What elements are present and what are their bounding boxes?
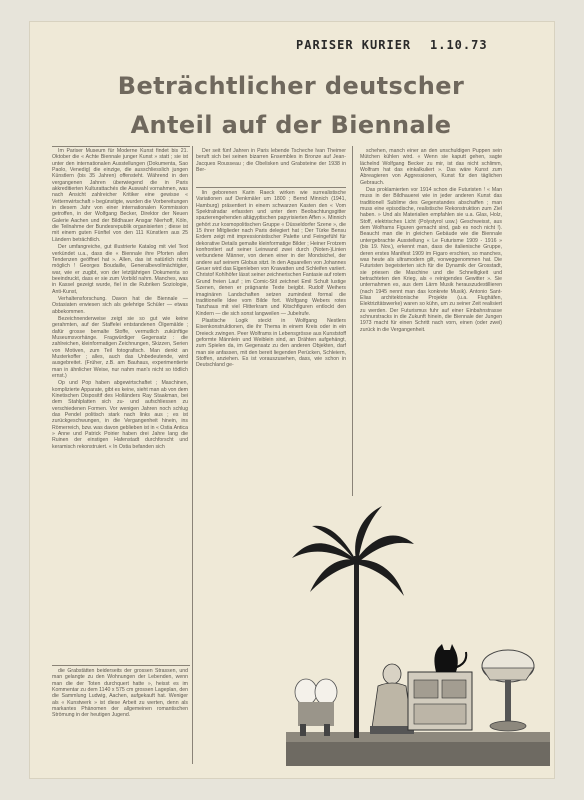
article-column-1-continued — [52, 668, 188, 764]
divider-col1-col2 — [192, 146, 193, 764]
headline-line-2: Anteil auf der Biennale — [130, 111, 452, 139]
paragraph: Bezeichnenderweise zeigt sie so gut wie keine gerahmten, auf der Staffelei entstandenen Ölgemälde ; dafür grosse bemalte Stoffe, vermutlich zukünftige Museumsvorhänge. Fragwürdiger Gegensatz : die zahlreichen, kleinformatigen Zeichnungen, Skizzen, Serien von Motiven, zum Teil fotografisch. Man denkt an Musterkoffer ; alles, auch das Unbedeutende, wird ausgebreitet. (Früher, z.B. am Bauhaus, experimentierte man in ähnlicher Weise, nur nahm man's nicht so tödlich ernst.) — [52, 315, 188, 380]
paragraph: Im Pariser Museum für Moderne Kunst findet bis 21. Oktober die « Achte Biennale junger Kunst » statt ; sie ist unter den internationalen Ausstellungen (Dokumenta, Sao Paolo, Venedig) die einzige, die ausschliesslich jungen Künstlern (bis 35 Jahren) offensteht. Während in den vergangenen Jahren überwiegend die in Paris akkreditierten Kulturattachés die Auswahl vornahmen, was nach Ansicht zahlreicher Kritiker eine gewisse « Vetternwirtschaft » begünstigte, wurden die Vorbereitungen in diesem Jahr von einer internationalen Kommission getroffen, in der Wolfgang Becker, Direktor der Neuen Galerie Aachen und der Bildhauer Ansgar Nierhoff, Köln, die Teilnahme der Bundesrepublik organisierten ; diese ist mit einem guten Fünftel von den 111 Künstlern aus 25 Ländern beträchtlich. — [52, 148, 188, 243]
paragraph: Plastische Logik steckt in Wolfgang Nestlers Eisenkonstruktionen, die ihr Thema in einem Kreis oder in ein Dreieck zwingen. Peer Wolframs in Lebensgrösse aus Kunststoff geformte Männlein und Weiblein sind, an Drähten aufgehängt, zum Spielen da, im Gegensatz zu den anderen Objekten, darf man sie anfassen, mit den bereit liegenden Perücken, Schleiern, Stoffen, anziehen. Es ist vorauszusehen, dass, wie schon in Deutschland ge- — [196, 317, 346, 369]
paragraph: Verhaltensforschung. Davon hat die Biennale — Ostasiaten erwiesen sich als gelehrige Schüler — etwas abbekommen. — [52, 295, 188, 315]
handwritten-source: PARISER KURIER — [296, 38, 412, 52]
headline-line-1: Beträchtlicher deutscher — [117, 72, 465, 100]
exhibition-photo — [286, 496, 550, 766]
paragraph: Op und Pop haben abgewirtschaftet ; Maschinen, komplizierte Apparate, gibt es keine, sieht man ab von dem Kinetischen Dispositif des Holländers Ray Staakman, bei dem Stahlplatten sich zu- und aufschliessen zu verschiedenen Formen. Vor wenigen Jahren noch schlug das Pendel politisch stark nach links aus ; es ist zurückgeschwungen, in die Vergangenheit hinein, ins Römerreich, bzw. was davon geblieben ist in « Ostia Antica » Anne und Patrick Poirier haben drei Jahre lang die Ruinen der einstigen Hafenstadt durchforscht und keramisch rekonstruiert. « In Ostia befanden sich — [52, 380, 188, 450]
divider-col2-col3 — [352, 146, 353, 536]
paragraph: lin geborenen Karin Raeck wirken wie surrealistische Variationen auf Denkmäler um 1800 ; Bernd Minnich (1941, Hamburg) präsentiert in einem schwarzen Kasten den « Vom Spektralradar erfassten und unter dem Beobachtungsgitter spazierengehenden altägyptischen papyrisierten Affen ». Minnich gehört zur kosmopolitischen Gruppe « Düsseldorfer Szene », die 15 ihrer Mitglieder nach Paris delegiert hat ; Der Türke Bensu Erdem zeigt mit impressionistischer Palette und Feingefühl für dekorative Details gemalte kleinformatige Bilder ; Heiner Frotzem konfrontiert auf seiner Leinwand zwei durch (Noten-)Linien verbundene Männer, von denen einer in der Mondsichel, der andere auf seinem Globus sitzt. In den Aquarellen von Johannes Geuer wird das Eigenleben von Krawatten und Schleifen variiert. Christof Kohlhöfer lässt seiner zeichnerischen Fantasie auf rotem Grund freien Lauf ; im Comic-Stil zeichnet Emil Schult lustige Szenen, denen er prägnante Texte beigibt. Rudolf Weihers imaginären Landschaften setzen zumindest formal die traditionelle Idee vom Bilde fort. Wolfgang Webers rotes Tanzhaus mit viel Flitterkram und Kitschfiguren entlockt den Kindern — die sich sonst langweilen — Jubelrufe. — [196, 190, 346, 317]
divider-col2-head — [196, 187, 346, 188]
paragraph: schehen, manch einer an den unschuldigen Puppen sein Mütchen kühlen wird. « Wenn sie kaputt gehen, sagte lächelnd Wolfgang Becker zu mir, ist das nicht schlimm, Wolfram hat das einkalkuliert ». Das wäre Kunst zum Abreagieren von Aggressionen, Kunst für den täglichen Gebrauch. — [360, 148, 502, 186]
article-column-2 — [196, 190, 346, 538]
divider-col1-bottom — [52, 665, 190, 666]
paragraph: Das proklamierten vor 1914 schon die Futuristen ! « Man muss in der Bildhauerei wie in jeder anderen Kunst das traditionell Sublime des Gegenstandes abschaffen ; man muss eine episodische, realistische Rekonstruktion zum Ziel haben. » Und als Materialien empfahlen sie u.a. Glas, Holz, Stoff, elektrisches Licht (Polystyrol usw.) Geschweisst, aus dem Wolframs Figuren gemacht sind, gab es noch nicht !). Beaucht man die in gleichen Gebäude wie die Biennale untergebrachte Ausstellung « Le Futurisme 1909 - 1916 » (bis 19. Nov.), erkennt man, dass die italienische Gruppe, deren erstes Manifest 1909 im Figaro erschien, so manches, was heute als ultramodern gilt, vorweggenommen hat. Die Futuristen begeisterten sich für die Dynamik der Grosstadt, sie priesen die Maschine und die Schnelligkeit und betrachteten den Krieg, als « reinigendes Gewitter ». Sie unternahmen es, aus dem Lärm Musik herauszudestillieren (nach 1945 nennt man das konkrete Musik). Antonio Sant-Elias architektonische Projekte (u.a. Flughäfen, Elektrizitätswerke) waren so kühn, um zu seiner Zeit realisiert zu werden. Der Futurismus fuhr auf einer Einbahnstrasse schnurstracks in die Zukunft hinein, die Biennale der Jungen 1973 macht für einen Schritt nach vorn, einen (oder zwei) zurück in die Vergangenheit. — [360, 187, 502, 333]
paragraph: Der seit fünf Jahren in Paris lebende Tscheche Ivan Theimer beruft sich bei seinen bizarren Ensembles in Bronze auf Jean-Jacques Rousseau ; die Obelisken und Grabsteine der 1938 in Ber- — [196, 148, 346, 174]
paragraph: Der umfangreiche, gut illustrierte Katalog mit viel Text verkündet u.a., dass die « Biennale ihre Pforten allen Tendenzen geöffnet hat ». Allen, das ist natürlich nicht möglich ! Georges Boudaille, Generalbevollmächtigter, war, wie er zugibt, von der letztjährigen Dokumenta so beeindruckt, dass er sie zum Vorbild nahm. Manches, was in Kassel gezeigt wurde, fiel in die Rubriken Soziologie, Anti-Kunst, — [52, 244, 188, 295]
divider-col1-top — [52, 146, 190, 147]
handwritten-date: 1.10.73 — [430, 38, 488, 52]
article-column-2-lead — [196, 148, 346, 186]
paragraph: die Grabstätten beiderseits der grossen Strassen, und man gelangte zu den Wohnungen der Lebenden, wenn man die der Toten durchquert hatte », heisst es im Kommentar zu dem 1140 x 575 cm grossen Lageplan, den die Sammlung Ludwig, Aachen, aufgekauft hat. Weniger als « Kunstwerk » ist diese Arbeit zu werten, denn als markantes Phänomen der allgemeinen romantischen Strömung in der heutigen Jugend. — [52, 668, 188, 719]
cabinet-object — [408, 672, 472, 730]
article-column-1 — [52, 148, 188, 665]
